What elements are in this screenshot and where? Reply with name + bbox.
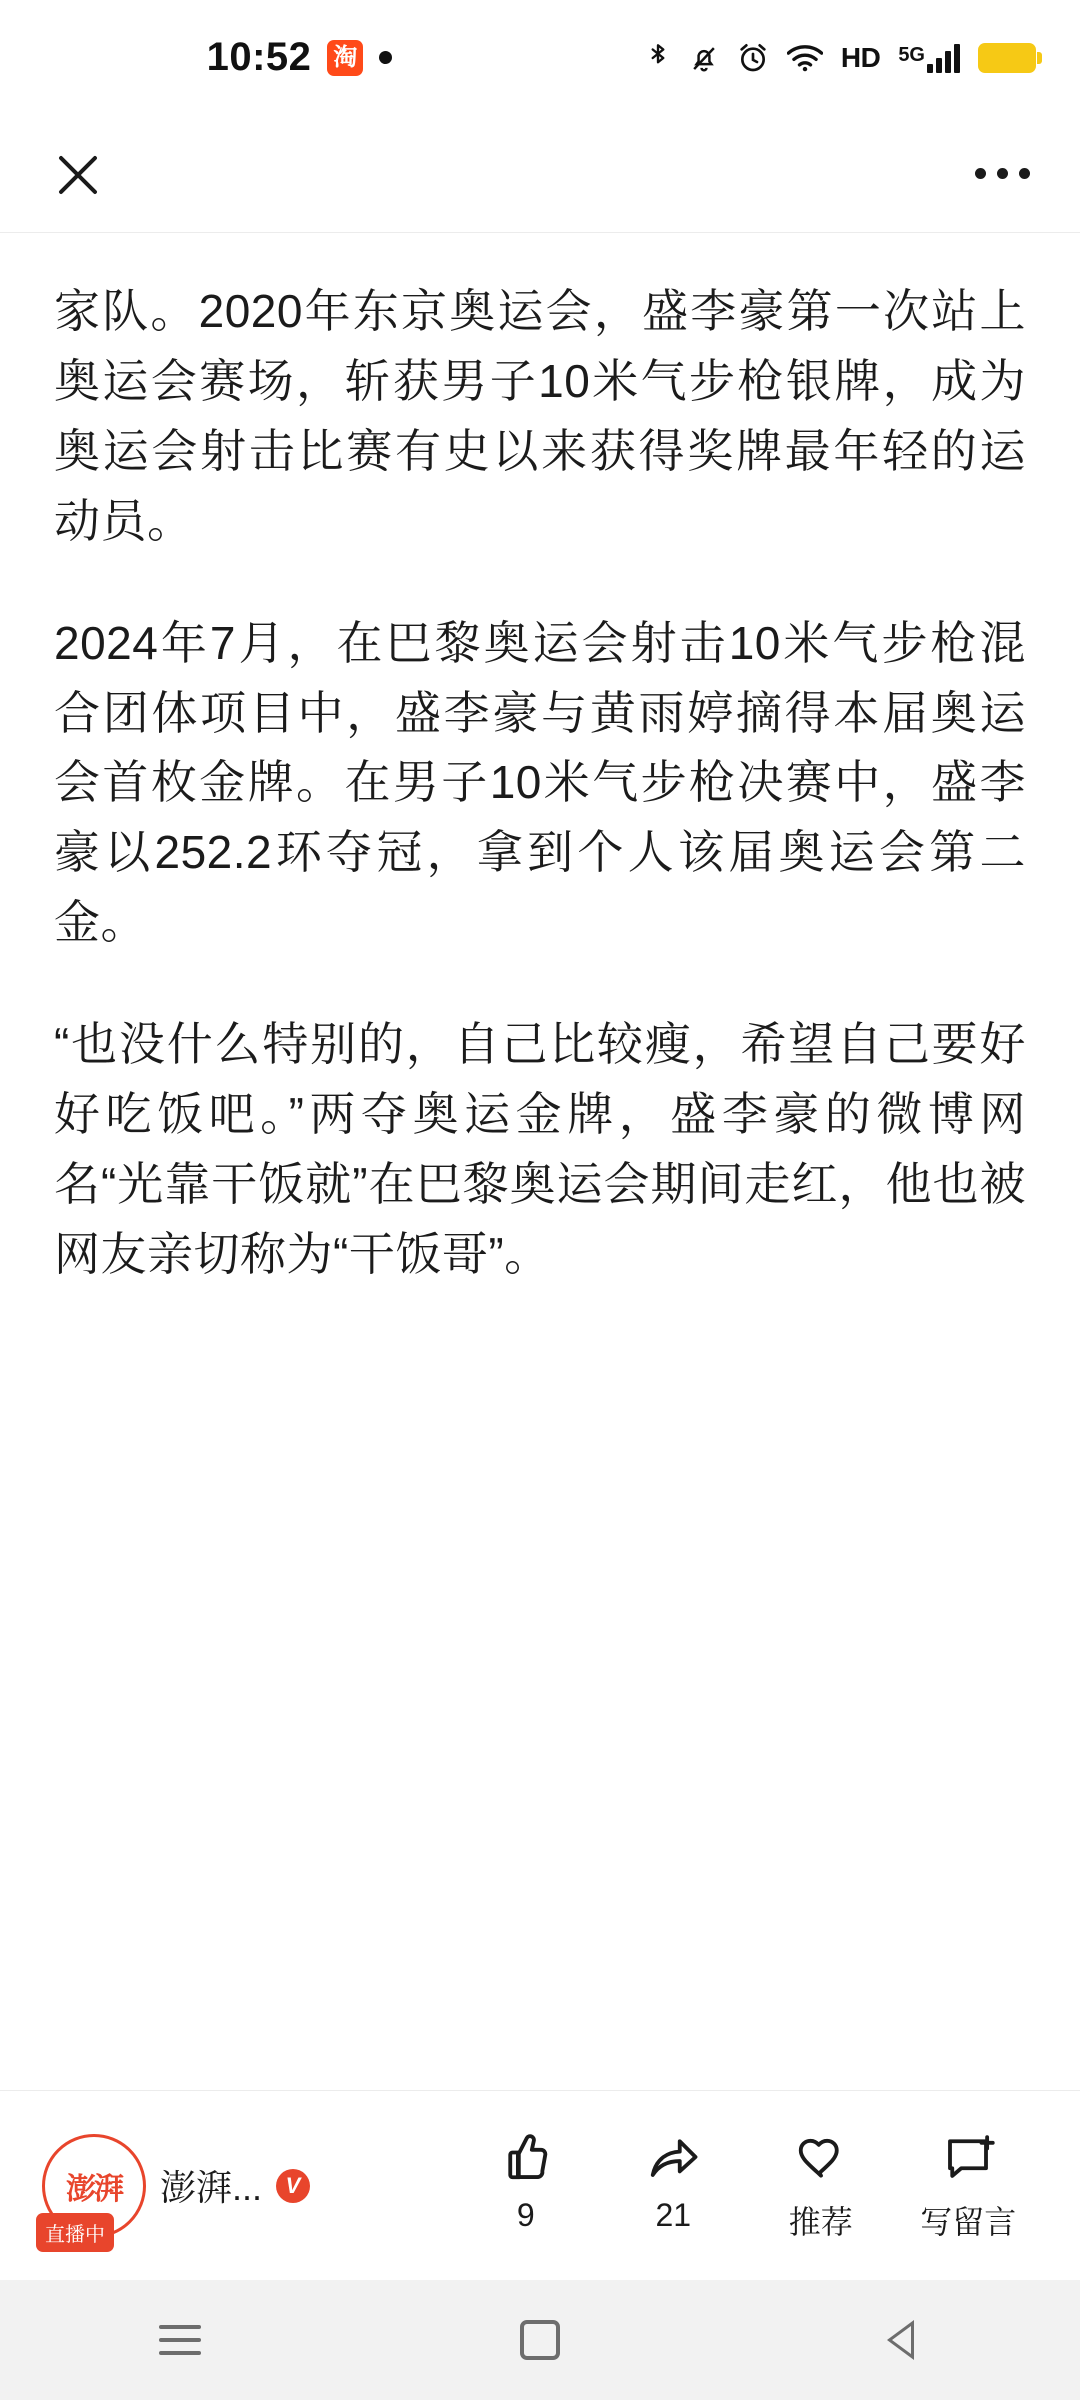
wifi-icon [787,43,823,73]
status-bar-left [54,35,545,80]
recents-button[interactable] [120,2325,240,2355]
system-navigation-bar [0,2280,1080,2400]
battery-icon [978,43,1036,73]
status-time: 10:52 [206,35,312,79]
cellular-signal-icon [898,43,960,73]
article-body[interactable] [0,233,1080,2090]
more-options-icon[interactable] [975,168,1030,179]
article-action-bar [0,2090,1080,2280]
alarm-icon [737,42,769,74]
verified-badge-icon: V [276,2169,310,2203]
top-navigation-bar [0,115,1080,233]
network-type-label: 5G [898,43,925,66]
recommend-button[interactable] [766,2129,876,2243]
heart-icon [794,2129,848,2185]
write-comment-label: 写留言 [920,2203,1017,2240]
hd-indicator: HD [840,41,881,73]
comment-plus-icon [941,2129,995,2185]
status-bar-right [545,41,1036,75]
bell-off-icon [689,42,719,74]
share-button[interactable] [618,2129,728,2234]
share-icon [646,2129,700,2185]
article-paragraph: “也没什么特别的，自己比较瘦，希望自己要好好吃饭吧。”两夺奥运金牌，盛李豪的微博网名“光靠干饭就”在巴黎奥运会期间走红，他也被网友亲切称为“干饭哥”。 [54,1018,1026,1280]
like-count: 9 [516,2196,535,2233]
signal-bars-icon [927,43,960,73]
recommend-label: 推荐 [788,2203,853,2240]
taobao-notification-icon: 淘 [327,40,363,76]
article-paragraph: 家队。2020年东京奥运会，盛李豪第一次站上奥运会赛场，斩获男子10米气步枪银牌，成为奥运会射击比赛有史以来获得奖牌最年轻的运动员。 [54,285,1026,547]
share-count: 21 [655,2196,692,2233]
account-name[interactable]: 澎湃... [160,2167,263,2208]
back-button[interactable] [840,2318,960,2362]
close-icon[interactable] [50,146,106,202]
account-block[interactable] [42,2134,442,2246]
status-bar [0,0,1080,115]
menu-icon [159,2325,201,2355]
notification-dot-icon [379,51,392,64]
live-badge[interactable]: 直播中 [36,2213,114,2252]
bluetooth-icon [645,41,671,75]
thumbs-up-icon [499,2129,553,2185]
back-triangle-icon [885,2318,915,2362]
avatar[interactable]: 澎湃 [42,2134,146,2238]
action-buttons [442,2129,1042,2243]
like-button[interactable] [471,2129,581,2234]
avatar-wrapper[interactable] [42,2134,146,2246]
article-paragraph: 2024年7月，在巴黎奥运会射击10米气步枪混合团体项目中，盛李豪与黄雨婷摘得本届奥运会首枚金牌。在男子10米气步枪决赛中，盛李豪以252.2环夺冠，拿到个人该届奥运会第二金。 [54,616,1026,949]
home-square-icon [520,2320,560,2360]
home-button[interactable] [480,2320,600,2360]
write-comment-button[interactable] [913,2129,1023,2243]
